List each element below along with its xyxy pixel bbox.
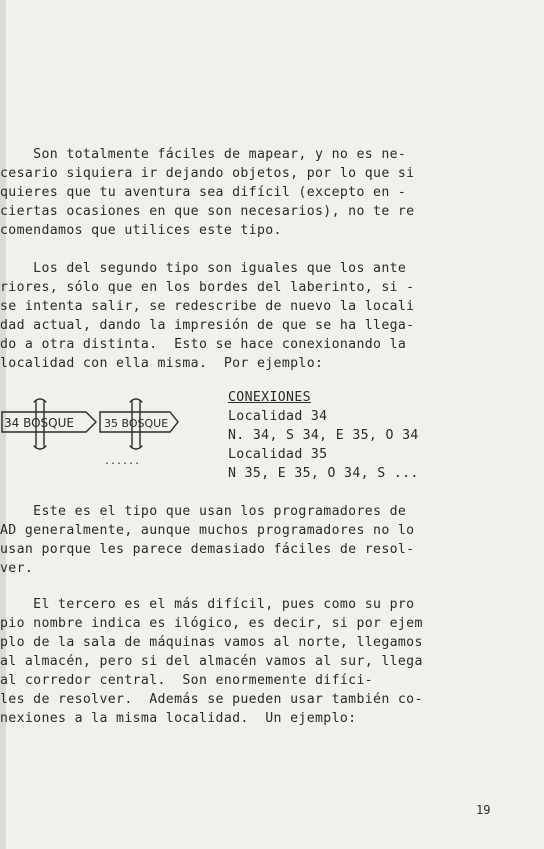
text-line: riores, sólo que en los bordes del laberinto, si - — [0, 280, 415, 295]
text-line: pio nombre indica es ilógico, es decir, si por ejem — [0, 616, 423, 631]
text-line: cesario siquiera ir dejando objetos, por lo que si — [0, 166, 415, 181]
sign-right-label: 35 BOSQUE — [104, 417, 169, 430]
connections-title: CONEXIONES — [228, 390, 311, 405]
text-line: Los del segundo tipo son iguales que los ante — [0, 261, 407, 276]
diagram-dots: ...... — [104, 456, 141, 467]
text-line: al corredor central. Son enormemente difíci- — [0, 673, 374, 688]
text-line: do a otra distinta. Esto se hace conexionando la — [0, 337, 407, 352]
text-line: Este es el tipo que usan los programadores de — [0, 504, 407, 519]
connection-line: Localidad 34 — [228, 409, 328, 424]
text-line: quieres que tu aventura sea difícil (excepto en - — [0, 185, 407, 200]
connection-line: Localidad 35 — [228, 447, 328, 462]
page-number: 19 — [476, 803, 491, 817]
text-line: Son totalmente fáciles de mapear, y no es ne- — [0, 147, 407, 162]
text-line: usan porque les parece demasiado fáciles de resol- — [0, 542, 415, 557]
connection-line: N 35, E 35, O 34, S ... — [228, 466, 419, 481]
sign-left-label: 34 BOSQUE — [4, 416, 74, 430]
text-line: comendamos que utilices este tipo. — [0, 223, 282, 238]
text-line: localidad con ella misma. Por ejemplo: — [0, 356, 324, 371]
text-line: ciertas ocasiones en que son necesarios), no te re — [0, 204, 415, 219]
text-line: dad actual, dando la impresión de que se ha llega- — [0, 318, 415, 333]
text-line: El tercero es el más difícil, pues como su pro — [0, 597, 415, 612]
text-line: al almacén, pero si del almacén vamos al sur, llega — [0, 654, 423, 669]
text-line: plo de la sala de máquinas vamos al norte, llegamos — [0, 635, 423, 650]
text-line: ver. — [0, 561, 34, 576]
text-line: AD generalmente, aunque muchos programadores no lo — [0, 523, 415, 538]
signpost-diagram — [0, 394, 200, 474]
text-line: nexiones a la misma localidad. Un ejemplo: — [0, 711, 357, 726]
text-line: se intenta salir, se redescribe de nuevo la locali — [0, 299, 415, 314]
connection-line: N. 34, S 34, E 35, O 34 — [228, 428, 419, 443]
text-line: les de resolver. Además se pueden usar también co- — [0, 692, 423, 707]
